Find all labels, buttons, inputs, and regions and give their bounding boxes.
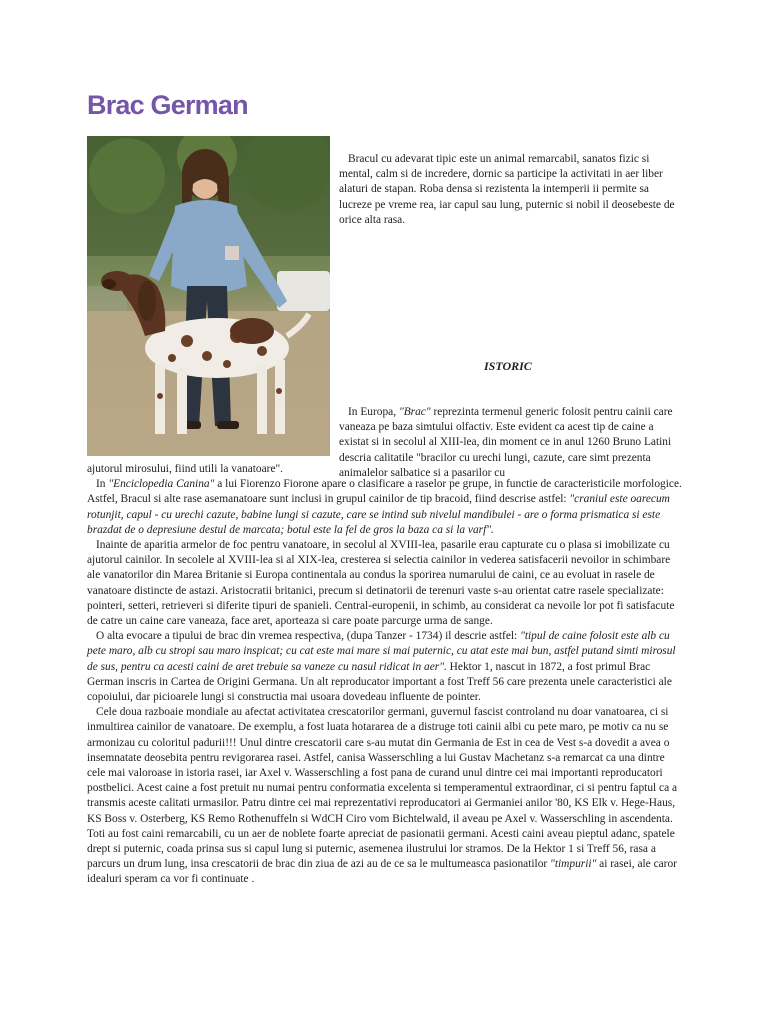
history-p1-text-a: In Europa, xyxy=(348,406,399,418)
history-p2-text-a: In xyxy=(96,478,109,491)
intro-paragraph: Bracul cu adevarat tipic este un animal remarcabil, sanatos fizic si mental, calm si de incredere, dornic sa participe la activitati in aer liber alaturi de stapan. Roba densa si rezistenta la intemperii ii permite sa lucreze pe vreme rea, iar capul sau lung, puternic si nobil il deosebeste de orice alta rasa. xyxy=(339,153,675,226)
section-heading-istoric: ISTORIC xyxy=(484,359,532,373)
history-p4-text-b: Hektor 1, nascut in 1872, a fost primul Brac German inscris in Cartea de Origini Germana. Un alt reproducator important a fost Treff 56 care prezenta unele caracteristici ale copoiului, dar picioarele lungi si constructia mai usoara dovedeau influente de pointer. xyxy=(87,660,672,704)
history-p2-book-title: "Enciclopedia Canina" xyxy=(108,478,215,491)
history-paragraph-1-continued: ajutorul mirosului, fiind utili la vanatoare". xyxy=(87,463,284,475)
dog-photo-illustration xyxy=(87,136,330,456)
history-paragraph-3: Inainte de aparitia armelor de foc pentru vanatoare, in secolul al XVIII-lea, pasarile erau capturate cu o plasa si imobilizate cu ajutorul cainilor. In secolele al XVIII-lea si al XIX-lea, cresterea si selectia cainilor in vederea satisfacerii nevoilor in schimbare ale vanatorilor din Marea Britanie si Europa continentala au condus la sporirea numarului de caini, ce au evoluat in rasele de vanatoare distincte de astazi. Aristocratii britanici, precum si detinatorii de terenuri vaste s-au orientat catre rasele specializate: pointeri, setteri, retrieveri si diferite tipuri de spanieli. Central-europenii, in schimb, au considerat ca nevoile lor pot fi satisfacute de catre un caine care vaneaza, face aret, aporteaza si care poate parcurge urma de sange. xyxy=(87,539,675,628)
history-p5-text-a: Cele doua razboaie mondiale au afectat activitatea crescatorilor germani, guvernul fascist controland nu doar vanatoarea, ci si inmultirea cainilor de vanatoare. De exemplu, a fost luata hotararea de a distruge toti cainii albi cu pete maro, pe motiv ca nu se armonizau cu coloritul padurii!!! Unul dintre crescatorii care s-au mutat din Germania de Est in cea de Vest s-a dovedit a avea o insemnatate deosebita pentru revigorarea rasei. Astfel, canisa Wasserschling a lui Gustav Machetanz s-a remarcat ca una dintre cele mai valoroase in istoria rasei, iar Axel v. Wasserschling a fost pana de curand unul dintre cei mai importanti reproducatori postbelici. Acest caine a fost pretuit nu numai pentru conformatia excelenta si temperamentul extraordinar, ci si pentru faptul ca a transmis aceste calitati urmasilor. Patru dintre cei mai reprezentativi reproducatori ai Germaniei anilor '80, KS Elk v. Hege-Haus, KS Boss v. Osterberg, KS Remo Rothenuffeln si WdCH Ciro vom Bichtelwald, il aveau pe Axel v. Wasserschling in ascendenta. Toti au fost caini remarcabili, cu un aer de noblete foarte apreciat de pasionatii germani. Acesti caini aveau pieptul adanc, spatele drept si puternic, coada prinsa sus si capul lung si puternic, asemenea ilustrului lor stramos. De la Hektor 1 si Treff 56, rasa a parcurs un drum lung, insa crescatorii de brac din ziua de azi au de ce sa le multumeasca pasionatilor xyxy=(87,706,678,871)
history-paragraph-2 xyxy=(87,477,684,538)
dog-photo xyxy=(87,136,330,456)
history-p1-brac: "Brac" xyxy=(398,406,431,418)
history-paragraph-4 xyxy=(87,629,684,705)
history-p5-quote: "timpurii" xyxy=(550,858,597,871)
history-p1-text-b: reprezinta termenul generic folosit pentru cainii care vaneaza pe baza simtului olfactiv. Este evident ca acest tip de caine a existat si in secolul al XIII-lea, din moment ce in anul 1260 Bruno Latini descria calitatile "bracilor cu urechi lungi, cazute, care simt prezenta animalelor salbatice si a pasarilor cu xyxy=(339,406,673,479)
history-paragraph-5 xyxy=(87,705,684,887)
history-body xyxy=(87,462,684,888)
history-p4-text-a: O alta evocare a tipului de brac din vremea respectiva, (dupa Tanzer - 1734) il descrie astfel: xyxy=(96,630,521,643)
page-title: Brac German xyxy=(87,90,248,120)
history-p2-text-b: a lui Fiorenzo Fiorone apare o clasificare a raselor pe grupe, in functie de caracteristicile morfologice. Astfel, Bracul si alte rase asemanatoare sunt inclusi in grupul cainilor de tip bracoid, fiind descrise astfel: xyxy=(87,478,682,506)
history-p4-quote: "tipul de caine folosit este alb cu pete maro, alb cu stropi sau maro inspicat; cu cat este mai mare si mai puternic, cu atat este mai bun, astfel putand simti mirosul de sus, pentru ca acesti caini de aret trebuie sa vaneze cu nasul ridicat in aer". xyxy=(87,630,676,673)
history-p5-text-b: ai rasei, ale caror idealuri speram ca vor fi continuate . xyxy=(87,858,677,886)
history-p2-quote: "craniul este oarecum rotunjit, capul - cu urechi cazute, babine lungi si cazute, care se intind sub nivelul mandibulei - are o forma prismatica si este brazdat de o depresiune destul de marcata; botul este la fel de gros la baza ca si la varf". xyxy=(87,493,670,536)
